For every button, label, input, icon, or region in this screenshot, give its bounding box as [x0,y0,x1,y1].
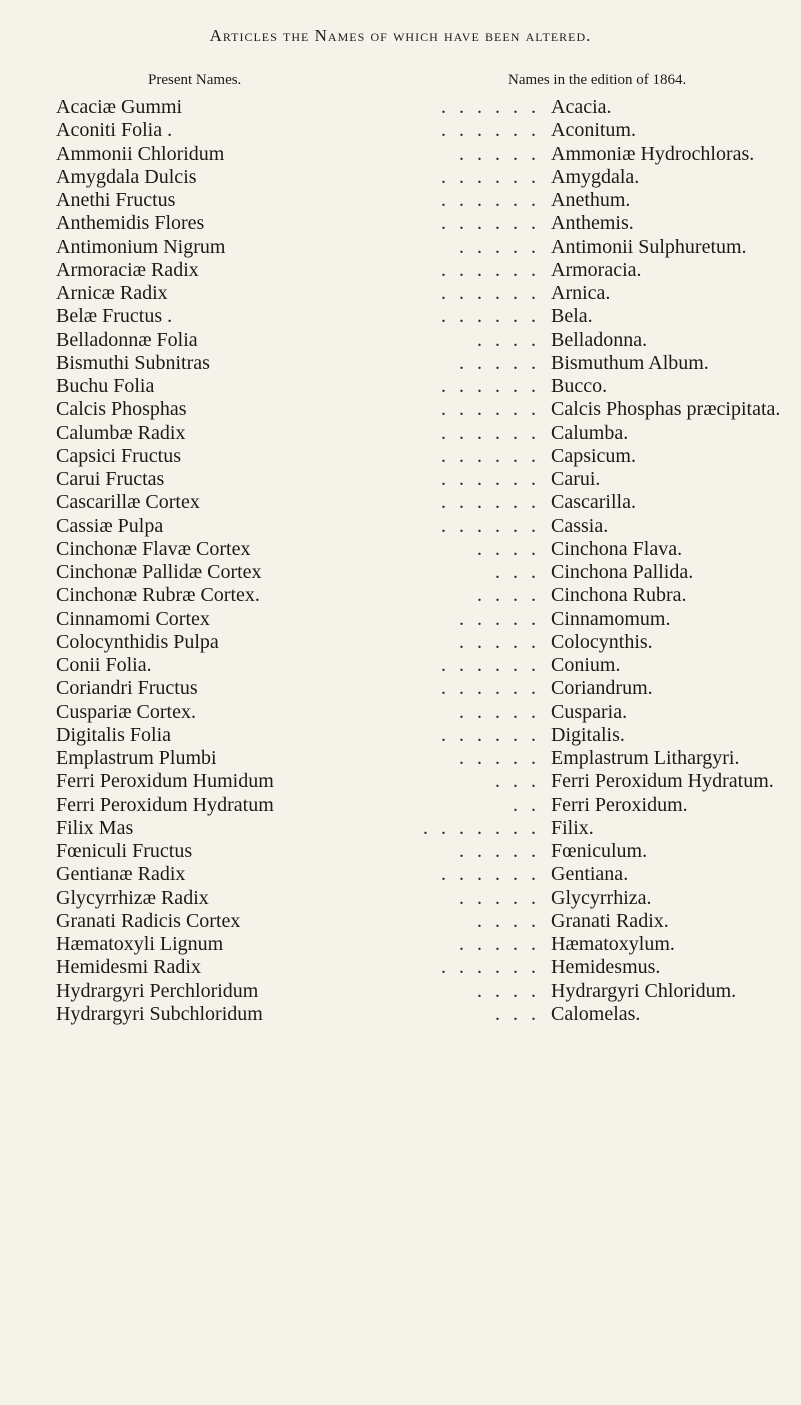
leader-dots: . . . . . [459,351,540,374]
leader-dots: . . . . [477,979,540,1002]
present-name: Emplastrum Plumbi [56,747,217,769]
table-row [56,677,796,700]
present-name: Anthemidis Flores [56,212,205,235]
old-name: Cassia. [551,514,609,537]
leader-dots: . . . . . . [441,723,540,746]
old-name: Fœniculum. [551,840,648,862]
old-name: Cinchona Flava. [551,537,683,560]
leader-dots: . . . . . [459,933,540,955]
table-row [56,863,796,886]
old-name: Bismuthum Album. [551,351,709,374]
leader-dots: . . . . . . [441,398,540,421]
old-name: Capsicum. [551,444,636,467]
leader-dots: . . . . . [459,235,540,258]
leader-dots: . . . . . . [441,96,540,118]
leader-dots: . . . . [477,584,540,607]
leader-dots: . . . . . [459,630,540,653]
old-name: Coriandrum. [551,677,653,700]
leader-dots: . . . . . [459,607,540,630]
present-name: Belladonnæ Folia [56,328,198,351]
table-row [56,305,796,328]
present-name: Glycyrrhizæ Radix [56,886,209,909]
old-name: Acacia. [551,96,612,118]
old-name: Calcis Phosphas præcipitata. [551,398,781,421]
table-row [56,352,796,375]
old-name: Hæmatoxylum. [551,933,675,955]
leader-dots: . . . . . . [441,468,540,490]
present-name: Cassiæ Pulpa [56,514,164,537]
table-row [56,980,796,1003]
present-name: Cascarillæ Cortex [56,491,200,514]
leader-dots: . . . . . . [441,375,540,397]
table-row [56,282,796,305]
old-name: Bela. [551,305,593,328]
present-name: Capsici Fructus [56,444,181,467]
leader-dots: . . . . . . [441,282,540,304]
page-title: Articles the Names of which have been altered. [209,26,592,45]
table-row [56,933,796,956]
present-name: Conii Folia. [56,654,152,676]
present-name: Filix Mas [56,816,134,839]
leader-dots: . . . . . . [441,491,540,514]
table-row [56,561,796,584]
present-name: Fœniculi Fructus [56,840,193,862]
leader-dots: . . . . . [459,747,540,769]
present-name: Hæmatoxyli Lignum [56,933,224,955]
leader-dots: . . . . . . [441,212,540,235]
leader-dots: . . . . . . [441,119,540,142]
old-name: Glycyrrhiza. [551,886,652,909]
leader-dots: . . . [495,1002,540,1025]
old-name: Conium. [551,654,621,676]
old-name: Filix. [551,816,594,839]
table-row [56,724,796,747]
table-row [56,817,796,840]
present-name: Colocynthidis Pulpa [56,630,219,653]
table-row [56,119,796,142]
leader-dots: . . . . . . [441,258,540,281]
present-name: Cinchonæ Flavæ Cortex [56,537,251,560]
present-name: Acaciæ Gummi [56,96,183,118]
present-name: Ferri Peroxidum Hydratum [56,793,274,816]
present-name: Arnicæ Radix [56,282,168,304]
old-name: Cascarilla. [551,491,636,514]
present-name: Amygdala Dulcis [56,165,197,188]
table-row [56,491,796,514]
table-row [56,608,796,631]
leader-dots: . . . [495,770,540,793]
leader-dots: . . . . . . [441,654,540,676]
leader-dots: . . . . . . [441,189,540,211]
table-row [56,445,796,468]
old-name: Emplastrum Lithargyri. [551,747,740,769]
table-row [56,236,796,259]
old-name: Carui. [551,468,601,490]
leader-dots: . . [513,793,540,816]
present-name: Calcis Phosphas [56,398,187,421]
present-name: Hydrargyri Perchloridum [56,979,259,1002]
present-name: Armoraciæ Radix [56,258,199,281]
table-row [56,956,796,979]
table-row [56,1003,796,1026]
table-row [56,701,796,724]
old-name: Anthemis. [551,212,634,235]
old-name: Gentiana. [551,863,629,886]
present-name: Belæ Fructus . [56,305,173,328]
table-row [56,166,796,189]
leader-dots: . . . . [477,909,540,932]
present-name: Anethi Fructus [56,189,176,211]
present-name: Buchu Folia [56,375,155,397]
old-name: Ferri Peroxidum Hydratum. [551,770,774,793]
present-name: Cuspariæ Cortex. [56,700,196,723]
table-row [56,96,796,119]
table-row [56,143,796,166]
leader-dots: . . . . . . [441,421,540,444]
leader-dots: . . . . [477,328,540,351]
leader-dots: . . . . [477,537,540,560]
table-row [56,422,796,445]
leader-dots: . . . . . . . [423,816,540,839]
present-name: Antimonium Nigrum [56,235,226,258]
table-row [56,747,796,770]
leader-dots: . . . . . [459,886,540,909]
leader-dots: . . . [495,561,540,583]
old-name: Anethum. [551,189,631,211]
leader-dots: . . . . . . [441,956,540,979]
old-name: Calomelas. [551,1002,641,1025]
table-row [56,515,796,538]
old-name: Colocynthis. [551,630,653,653]
old-name: Cusparia. [551,700,628,723]
leader-dots: . . . . . . [441,165,540,188]
present-name: Calumbæ Radix [56,421,186,444]
table-row [56,329,796,352]
old-name: Ferri Peroxidum. [551,793,688,816]
table-row [56,631,796,654]
present-name: Hemidesmi Radix [56,956,201,979]
table-row [56,887,796,910]
present-name: Cinchonæ Pallidæ Cortex [56,561,262,583]
table-row [56,840,796,863]
table-row [56,189,796,212]
old-name: Aconitum. [551,119,636,142]
old-name: Cinchona Pallida. [551,561,694,583]
old-name: Hemidesmus. [551,956,661,979]
present-name: Carui Fructas [56,468,165,490]
leader-dots: . . . . . . [441,514,540,537]
table-row [56,375,796,398]
old-name: Granati Radix. [551,909,669,932]
present-name: Digitalis Folia [56,723,171,746]
present-name: Hydrargyri Subchloridum [56,1002,263,1025]
present-name: Cinchonæ Rubræ Cortex. [56,584,260,607]
table-row [56,398,796,421]
present-name: Ferri Peroxidum Humidum [56,770,274,793]
old-name: Arnica. [551,282,611,304]
present-name: Ammonii Chloridum [56,142,225,165]
old-name: Amygdala. [551,165,640,188]
old-name: Antimonii Sulphuretum. [551,235,747,258]
present-name: Cinnamomi Cortex [56,607,210,630]
leader-dots: . . . . . . [441,863,540,886]
table-row [56,910,796,933]
table-row [56,770,796,793]
table-row [56,654,796,677]
table-row [56,794,796,817]
present-name: Granati Radicis Cortex [56,909,241,932]
leader-dots: . . . . . [459,700,540,723]
old-name: Digitalis. [551,723,625,746]
leader-dots: . . . . . [459,142,540,165]
leader-dots: . . . . . . [441,305,540,328]
old-name: Armoracia. [551,258,642,281]
table-row [56,538,796,561]
old-name: Hydrargyri Chloridum. [551,979,737,1002]
present-name: Gentianæ Radix [56,863,186,886]
table-row [56,584,796,607]
column-header-present-names: Present Names. [148,72,242,88]
old-name: Bucco. [551,375,608,397]
names-table [56,96,796,1026]
old-name: Cinnamomum. [551,607,671,630]
leader-dots: . . . . . . [441,444,540,467]
old-name: Ammoniæ Hydrochloras. [551,142,755,165]
present-name: Coriandri Fructus [56,677,198,700]
leader-dots: . . . . . [459,840,540,862]
present-name: Bismuthi Subnitras [56,351,210,374]
old-name: Belladonna. [551,328,648,351]
old-name: Calumba. [551,421,629,444]
table-row [56,212,796,235]
table-row [56,259,796,282]
table-row [56,468,796,491]
present-name: Aconiti Folia . [56,119,173,142]
leader-dots: . . . . . . [441,677,540,700]
column-header-old-names: Names in the edition of 1864. [508,72,687,88]
old-name: Cinchona Rubra. [551,584,687,607]
